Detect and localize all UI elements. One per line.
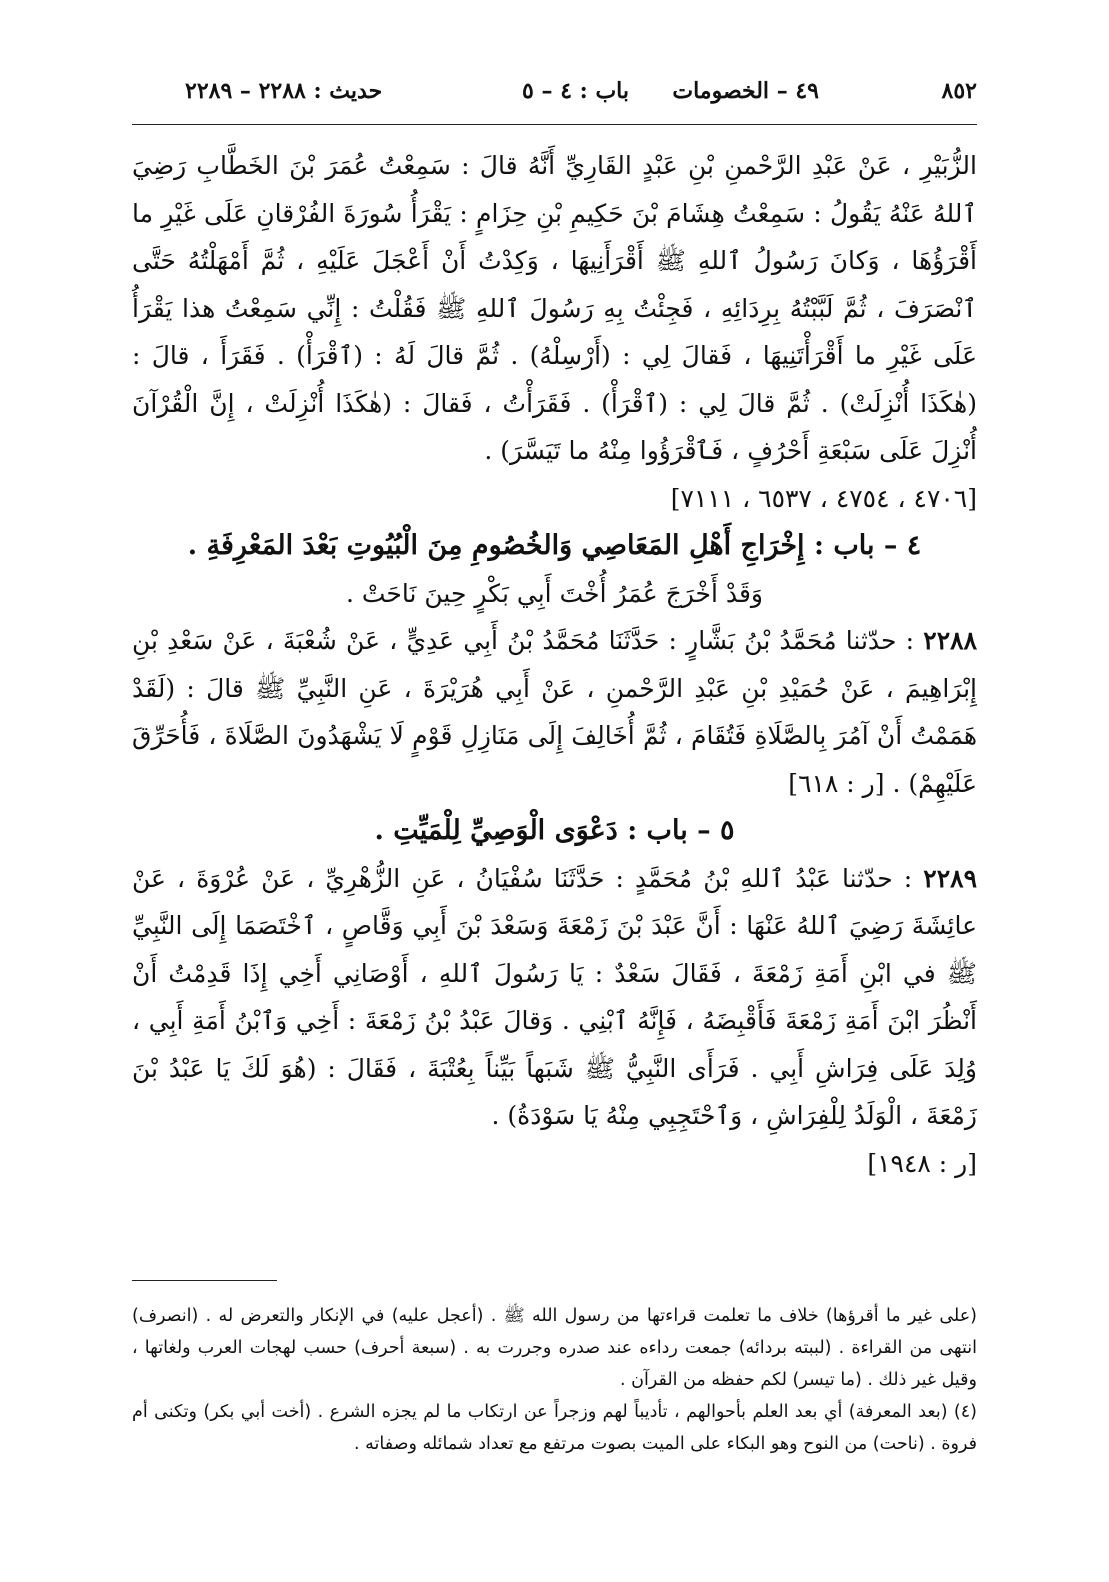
cross-reference: [٤٧٠٦ ، ٤٧٥٤ ، ٦٥٣٧ ، ٧١١١]	[670, 483, 977, 513]
hadith-text: : حدّثنا مُحَمَّدُ بْنُ بَشَّارٍ : حَدَّثَنَا مُحَمَّدُ بْنُ أَبِي عَدِيٍّ ، عَنْ شُعْبَةَ ، عَنْ سَعْدِ بْنِ إِبْرَاهِيمَ ، عَنْ حُمَيْدِ بْنِ عَبْدِ الرَّحْمنِ ، عَنْ أَبِي هُرَيْرَةَ ، عَنِ النَّبِيِّ ﷺ قالَ : (لَقَدْ هَمَمْتُ أَنْ آمُرَ بِالصَّلَاةِ فَتُقَامَ ، ثُمَّ أُخَالِفَ إِلَى مَنَازِلِ قَوْمٍ لَا يَشْهَدُونَ الصَّلَاةَ ، فَأُحَرِّقَ عَلَيْهِمْ) . [ر : ٦١٨]	[132, 626, 977, 798]
footnote: (على غير ما أقرؤها) خلاف ما تعلمت قراءتها من رسول الله ﷺ . (أعجل عليه) في الإنكار والتعرض له . (انصرف) انتهى من القراءة . (لببته بردائه) جمعت رداءه عند صدره وجررت به . (سبعة أحرف) حسب لهجات العرب ولغاتها ، وقيل غير ذلك . (ما تيسر) لكم حفظه من القرآن .	[132, 1306, 977, 1390]
page-number: ٨٥٢	[941, 78, 977, 104]
hadith-2289	[132, 855, 977, 1140]
hadith-text: : حدّثنا عَبْدُ ٱللهِ بْنُ مُحَمَّدٍ : حَدَّثَنَا سُفْيَانُ ، عَنِ الزُّهْرِيِّ ، عَنْ عُرْوَةَ ، عَنْ عائِشَةَ رَضِيَ ٱللهُ عَنْهَا : أَنَّ عَبْدَ بْنَ زَمْعَةَ وَسَعْدَ بْنَ أَبِي وَقَّاصٍ ، ٱخْتَصَمَا إِلَى النَّبِيِّ ﷺ في ابْنِ أَمَةِ زَمْعَةَ ، فَقَالَ سَعْدٌ : يَا رَسُولَ ٱللهِ ، أَوْصَانِي أَخِي إِذَا قَدِمْتُ أَنْ أَنْظُرَ ابْنَ أَمَةِ زَمْعَةَ فَأَقْبِضَهُ ، فَإِنَّهُ ٱبْنِي . وَقالَ عَبْدُ بْنُ زَمْعَةَ : أَخِي وَٱبْنُ أَمَةِ أَبِي ، وُلِدَ عَلَى فِرَاشِ أَبِي . فَرَأَى النَّبِيُّ ﷺ شَبَهاً بَيِّناً بِعُتْبَةَ ، فَقَالَ : (هُوَ لَكَ يَا عَبْدُ بْنَ زَمْعَةَ ، الْوَلَدُ لِلْفِرَاشِ ، وَٱحْتَجِبِي مِنْهُ يَا سَوْدَةُ) .	[132, 863, 977, 1130]
bab-5-title: ٥ – باب : دَعْوَى الْوَصِيِّ لِلْمَيِّتِ .	[374, 815, 735, 846]
footnotes	[132, 1300, 977, 1460]
footnote-rule	[132, 1280, 277, 1281]
hadith-number: ٢٢٨٩	[923, 863, 977, 893]
bab-4-title: ٤ – باب : إِخْرَاجِ أَهْلِ المَعَاصِي وَالخُصُومِ مِنَ الْبُيُوتِ بَعْدَ المَعْرِفَةِ .	[187, 530, 922, 561]
book-title: ٤٩ – الخصومات	[672, 78, 819, 104]
main-text	[132, 142, 977, 1187]
header-rule	[132, 124, 977, 125]
hadith-range: حديث : ٢٢٨٨ – ٢٢٨٩	[185, 78, 383, 104]
hadith-2288	[132, 617, 977, 807]
footnote: (٤) (بعد المعرفة) أي بعد العلم بأحوالهم ، تأديباً لهم وزجراً عن ارتكاب ما لم يجزه الشرع . (أخت أبي بكر) وتكنى أم فروة . (ناحت) من النوح وهو البكاء على الميت بصوت مرتفع مع تعداد شمائله وصفاته .	[132, 1402, 977, 1454]
hadith-2287-continuation: الزُّبَيْرِ ، عَنْ عَبْدِ الرَّحْمنِ بْنِ عَبْدٍ القَارِيِّ أَنَّهُ قالَ : سَمِعْتُ عُمَرَ بْنَ الخَطَّابِ رَضِيَ ٱللهُ عَنْهُ يَقُولُ : سَمِعْتُ هِشَامَ بْنَ حَكِيمِ بْنِ حِزَامٍ : يَقْرَأُ سُورَةَ الفُرْقانِ عَلَى غَيْرِ ما أَقْرَؤُهَا ، وَكانَ رَسُولُ ٱللهِ ﷺ أَقْرَأَنِيهَا ، وَكِدْتُ أَنْ أَعْجَلَ عَلَيْهِ ، ثُمَّ أَمْهَلْتُهُ حَتَّى ٱنْصَرَفَ ، ثُمَّ لَبَّبْتُهُ بِرِدَائِهِ ، فَجِئْتُ بِهِ رَسُولَ ٱللهِ ﷺ فَقُلْتُ : إِنِّي سَمِعْتُ هذا يَقْرَأُ عَلَى غَيْرِ ما أَقْرَأْتَنِيهَا ، فَقالَ لِي : (أَرْسِلْهُ) . ثُمَّ قالَ لَهُ : (ٱقْرَأْ) . فَقَرَأَ ، قالَ : (هٰكَذَا أُنْزِلَتْ) . ثُمَّ قالَ لِي : (ٱقْرَأْ) . فَقَرَأْتُ ، فَقالَ : (هٰكَذَا أُنْزِلَتْ ، إِنَّ الْقُرْآنَ أُنْزِلَ عَلَى سَبْعَةِ أَحْرُفٍ ، فَٱقْرَؤُوا مِنْهُ ما تَيَسَّرَ) .	[132, 151, 977, 465]
hadith-number: ٢٢٨٨	[923, 626, 977, 655]
page-header	[185, 78, 977, 114]
bab-4-subtitle: وَقَدْ أَخْرَجَ عُمَرُ أُخْتَ أَبِي بَكْرٍ حِينَ نَاحَتْ .	[345, 578, 764, 608]
cross-reference: [ر : ١٩٤٨]	[867, 1148, 977, 1178]
bab-range: باب : ٤ – ٥	[522, 78, 629, 104]
